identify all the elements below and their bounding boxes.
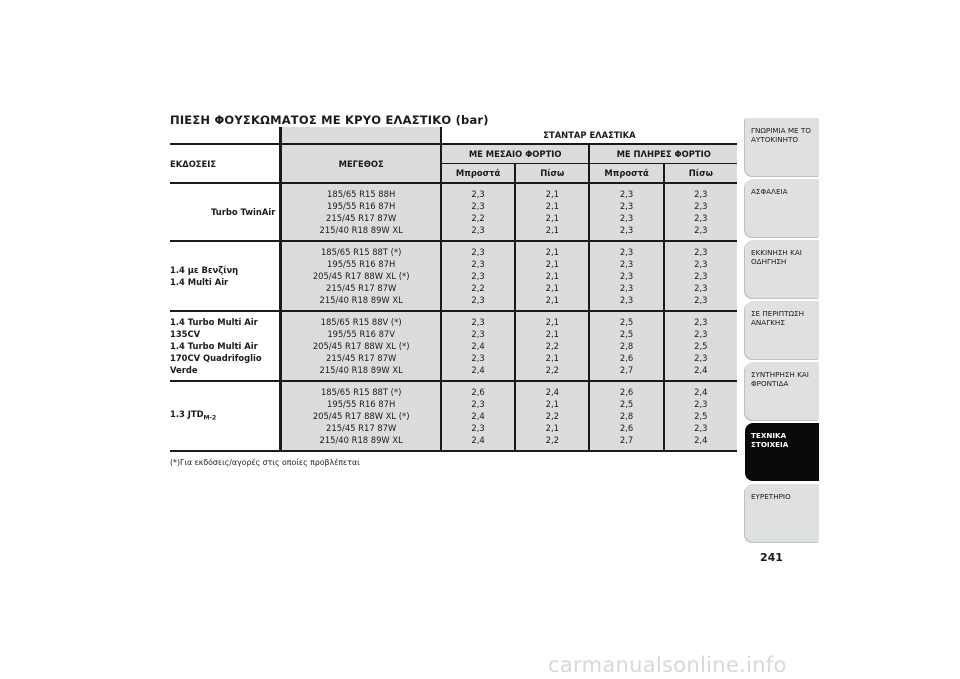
pressure-value: 2,6 (471, 387, 485, 397)
pressure-value: 2,2 (545, 341, 559, 351)
chapter-tab-label: ΣΤΟΙΧΕΙΑ (751, 440, 789, 449)
pressure-cell-medium-front (440, 240, 514, 310)
pressure-value: 2,3 (619, 189, 634, 199)
pressure-value: 2,1 (545, 283, 559, 293)
pressure-value: 2,3 (694, 329, 708, 339)
tire-size: 185/65 R15 88H (327, 189, 396, 199)
pressure-value: 2,3 (619, 271, 634, 281)
chapter-tab-label: ΤΕΧΝΙΚΑ (751, 431, 787, 440)
pressure-value: 2,3 (694, 189, 708, 199)
pressure-value: 2,6 (619, 423, 634, 433)
pressure-value: 2,1 (545, 213, 559, 223)
pressure-value: 2,3 (471, 399, 485, 409)
sizes-cell (279, 182, 440, 240)
sizes-cell (279, 310, 440, 380)
table-row (170, 182, 737, 240)
pressure-value: 2,3 (694, 201, 708, 211)
pressure-value: 2,3 (619, 225, 634, 235)
version-line: 1.4 με Βενζίνη (170, 265, 239, 275)
pressure-value: 2,5 (619, 317, 634, 327)
version-main: 1.3 JTD (170, 408, 204, 419)
pressure-value: 2,3 (694, 225, 708, 235)
tire-size: 185/65 R15 88V (*) (320, 317, 402, 327)
tire-size: 215/40 R18 89W XL (319, 225, 403, 235)
tire-size: 195/55 R16 87H (327, 399, 396, 409)
pressure-cell-full-rear (663, 380, 737, 452)
version-cell (170, 240, 279, 310)
pressure-value: 2,1 (545, 271, 559, 281)
tire-size: 215/45 R17 87W (326, 353, 397, 363)
pressure-value: 2,3 (694, 295, 708, 305)
tire-size: 185/65 R15 88T (*) (320, 387, 402, 397)
medium-rear-header: Πίσω (514, 163, 588, 182)
pressure-value: 2,1 (545, 225, 559, 235)
pressure-value: 2,3 (471, 317, 485, 327)
pressure-value: 2,3 (471, 189, 485, 199)
pressure-value: 2,3 (619, 247, 634, 257)
chapter-tab-label: ΑΝΑΓΚΗΣ (751, 318, 785, 327)
pressure-value: 2,3 (471, 247, 485, 257)
pressure-value: 2,3 (694, 399, 708, 409)
footnote: (*)Για εκδόσεις/αγορές στις οποίες προβλέπεται (170, 458, 360, 467)
pressure-value: 2,1 (545, 247, 559, 257)
chapter-tab-3[interactable] (745, 240, 819, 298)
pressure-value: 2,1 (545, 423, 559, 433)
pressure-cell-full-front (588, 380, 662, 452)
chapter-tab-label: ΟΔΗΓΗΣΗ (751, 257, 787, 266)
pressure-value: 2,3 (471, 353, 485, 363)
size-header: ΜΕΓΕΘΟΣ (279, 143, 440, 182)
pressure-value: 2,6 (619, 353, 634, 363)
pressure-value: 2,1 (545, 295, 559, 305)
version-cell (170, 182, 279, 240)
chapter-tab-label: ΓΝΩΡΙΜΙΑ ΜΕ ΤΟ (751, 126, 811, 135)
chapter-tab-label: ΣΕ ΠΕΡΙΠΤΩΣΗ (751, 309, 805, 318)
pressure-value: 2,5 (619, 399, 634, 409)
pressure-cell-medium-rear (514, 182, 588, 240)
pressure-value: 2,1 (545, 317, 559, 327)
pressure-value: 2,4 (471, 435, 485, 445)
sizes-cell (279, 380, 440, 452)
pressure-value: 2,1 (545, 353, 559, 363)
full-rear-header: Πίσω (663, 163, 737, 182)
pressure-value: 2,7 (619, 365, 634, 375)
pressure-value: 2,1 (545, 259, 559, 269)
tire-size: 185/65 R15 88T (*) (320, 247, 402, 257)
chapter-tab-label: ΑΥΤΟΚΙΝΗΤΟ (751, 135, 799, 144)
page-title: ΠΙΕΣΗ ΦΟΥΣΚΩΜΑΤΟΣ ΜΕ ΚΡΥΟ ΕΛΑΣΤΙΚΟ (bar) (170, 113, 489, 127)
pressure-value: 2,5 (694, 341, 708, 351)
chapter-tab-5[interactable] (745, 362, 819, 420)
pressure-value: 2,3 (694, 271, 708, 281)
medium-load-header: ΜΕ ΜΕΣΑΙΟ ΦΟΡΤΙΟ (440, 143, 589, 163)
tire-size: 215/45 R17 87W (326, 423, 397, 433)
pressure-value: 2,3 (694, 317, 708, 327)
pressure-value: 2,3 (471, 271, 485, 281)
pressure-cell-medium-rear (514, 310, 588, 380)
full-front-header: Μπροστά (588, 163, 662, 182)
chapter-tab-label: ΣΥΝΤΗΡΗΣΗ ΚΑΙ (751, 370, 809, 379)
tire-size: 215/40 R18 89W XL (319, 365, 403, 375)
version-line: 1.4 Turbo Multi Air (170, 317, 258, 327)
chapter-tab-1[interactable] (745, 118, 819, 176)
pressure-cell-full-rear (663, 182, 737, 240)
chapter-tab-label: ΦΡΟΝΤΙΔΑ (751, 379, 789, 388)
pressure-value: 2,3 (619, 213, 634, 223)
pressure-value: 2,3 (619, 259, 634, 269)
pressure-value: 2,6 (619, 387, 634, 397)
pressure-value: 2,3 (694, 353, 708, 363)
chapter-tab-label: ΕΚΚΙΝΗΣΗ ΚΑΙ (751, 248, 802, 257)
pressure-value: 2,3 (619, 201, 634, 211)
pressure-value: 2,3 (471, 259, 485, 269)
pressure-value: 2,4 (471, 365, 485, 375)
pressure-value: 2,2 (545, 435, 559, 445)
pressure-value: 2,2 (545, 365, 559, 375)
tire-size: 195/55 R16 87H (327, 259, 396, 269)
version-cell (170, 310, 279, 380)
pressure-value: 2,1 (545, 329, 559, 339)
version-subscript: M-2 (203, 414, 217, 422)
pressure-value: 2,3 (694, 247, 708, 257)
pressure-value: 2,5 (694, 411, 708, 421)
pressure-value: 2,2 (545, 411, 559, 421)
full-load-header: ΜΕ ΠΛΗΡΕΣ ΦΟΡΤΙΟ (588, 143, 737, 163)
pressure-value: 2,3 (471, 329, 485, 339)
chapter-tab-label: ΑΣΦΑΛΕΙΑ (751, 187, 788, 196)
pressure-value: 2,3 (471, 201, 485, 211)
version-line: 135CV (170, 329, 201, 339)
pressure-value: 2,3 (694, 423, 708, 433)
versions-header: ΕΚΔΟΣΕΙΣ (170, 143, 279, 182)
pressure-value: 2,4 (545, 387, 559, 397)
pressure-value: 2,4 (471, 341, 485, 351)
tire-size: 215/45 R17 87W (326, 283, 397, 293)
table-row (170, 380, 737, 452)
pressure-cell-full-rear (663, 310, 737, 380)
pressure-value: 2,7 (619, 435, 634, 445)
pressure-cell-medium-front (440, 310, 514, 380)
version-line: Verde (170, 365, 198, 375)
tire-size: 195/55 R16 87H (327, 201, 396, 211)
pressure-value: 2,3 (619, 295, 634, 305)
pressure-cell-medium-front (440, 380, 514, 452)
tire-size: 215/40 R18 89W XL (319, 295, 403, 305)
pressure-value: 2,8 (619, 411, 634, 421)
pressure-cell-medium-rear (514, 240, 588, 310)
pressure-value: 2,4 (694, 435, 708, 445)
pressure-value: 2,8 (619, 341, 634, 351)
chapter-sidebar (745, 118, 819, 545)
pressure-value: 2,3 (619, 283, 634, 293)
pressure-value: 2,2 (471, 213, 485, 223)
pressure-value: 2,3 (471, 225, 485, 235)
chapter-tab-2[interactable] (745, 179, 819, 237)
version-line: 170CV Quadrifoglio (170, 353, 262, 363)
watermark: carmanualsonline.info (548, 653, 787, 677)
pressure-cell-full-rear (663, 240, 737, 310)
standard-tires-header: ΣΤΑΝΤΑΡ ΕΛΑΣΤΙΚΑ (440, 127, 737, 143)
sizes-cell (279, 240, 440, 310)
chapter-tab-6[interactable] (745, 423, 819, 481)
pressure-value: 2,4 (694, 387, 708, 397)
pressure-cell-full-front (588, 310, 662, 380)
tire-size: 205/45 R17 88W XL (*) (312, 271, 410, 281)
pressure-value: 2,1 (545, 399, 559, 409)
chapter-tab-7[interactable] (745, 484, 819, 542)
tire-size: 195/55 R16 87V (327, 329, 395, 339)
pressure-value: 2,5 (619, 329, 634, 339)
pressure-value: 2,4 (471, 411, 485, 421)
pressure-value: 2,4 (694, 365, 708, 375)
tire-size: 205/45 R17 88W XL (*) (312, 341, 410, 351)
pressure-value: 2,3 (694, 213, 708, 223)
tire-size: 215/40 R18 89W XL (319, 435, 403, 445)
version-cell (170, 380, 279, 452)
pressure-cell-full-front (588, 240, 662, 310)
pressure-value: 2,3 (694, 283, 708, 293)
pressure-value: 2,3 (694, 259, 708, 269)
table-row (170, 240, 737, 310)
pressure-value: 2,1 (545, 189, 559, 199)
tire-size: 215/45 R17 87W (326, 213, 397, 223)
version-line: Turbo TwinAir (210, 207, 276, 217)
page-number: 241 (760, 551, 783, 564)
pressure-value: 2,3 (471, 423, 485, 433)
table-body (170, 182, 737, 452)
pressure-value: 2,2 (471, 283, 485, 293)
chapter-tab-4[interactable] (745, 301, 819, 359)
pressure-value: 2,1 (545, 201, 559, 211)
pressure-cell-full-front (588, 182, 662, 240)
version-line: 1.4 Multi Air (170, 277, 229, 287)
version-line: 1.4 Turbo Multi Air (170, 341, 258, 351)
pressure-value: 2,3 (471, 295, 485, 305)
table-row (170, 310, 737, 380)
tire-size: 205/45 R17 88W XL (*) (312, 411, 410, 421)
pressure-cell-medium-rear (514, 380, 588, 452)
medium-front-header: Μπροστά (440, 163, 514, 182)
tire-pressure-table (170, 127, 737, 452)
header-blank-shaded (279, 127, 440, 143)
version-line (170, 408, 275, 425)
header-blank (170, 127, 279, 143)
pressure-cell-medium-front (440, 182, 514, 240)
chapter-tab-label: ΕΥΡΕΤΗΡΙΟ (751, 492, 791, 501)
